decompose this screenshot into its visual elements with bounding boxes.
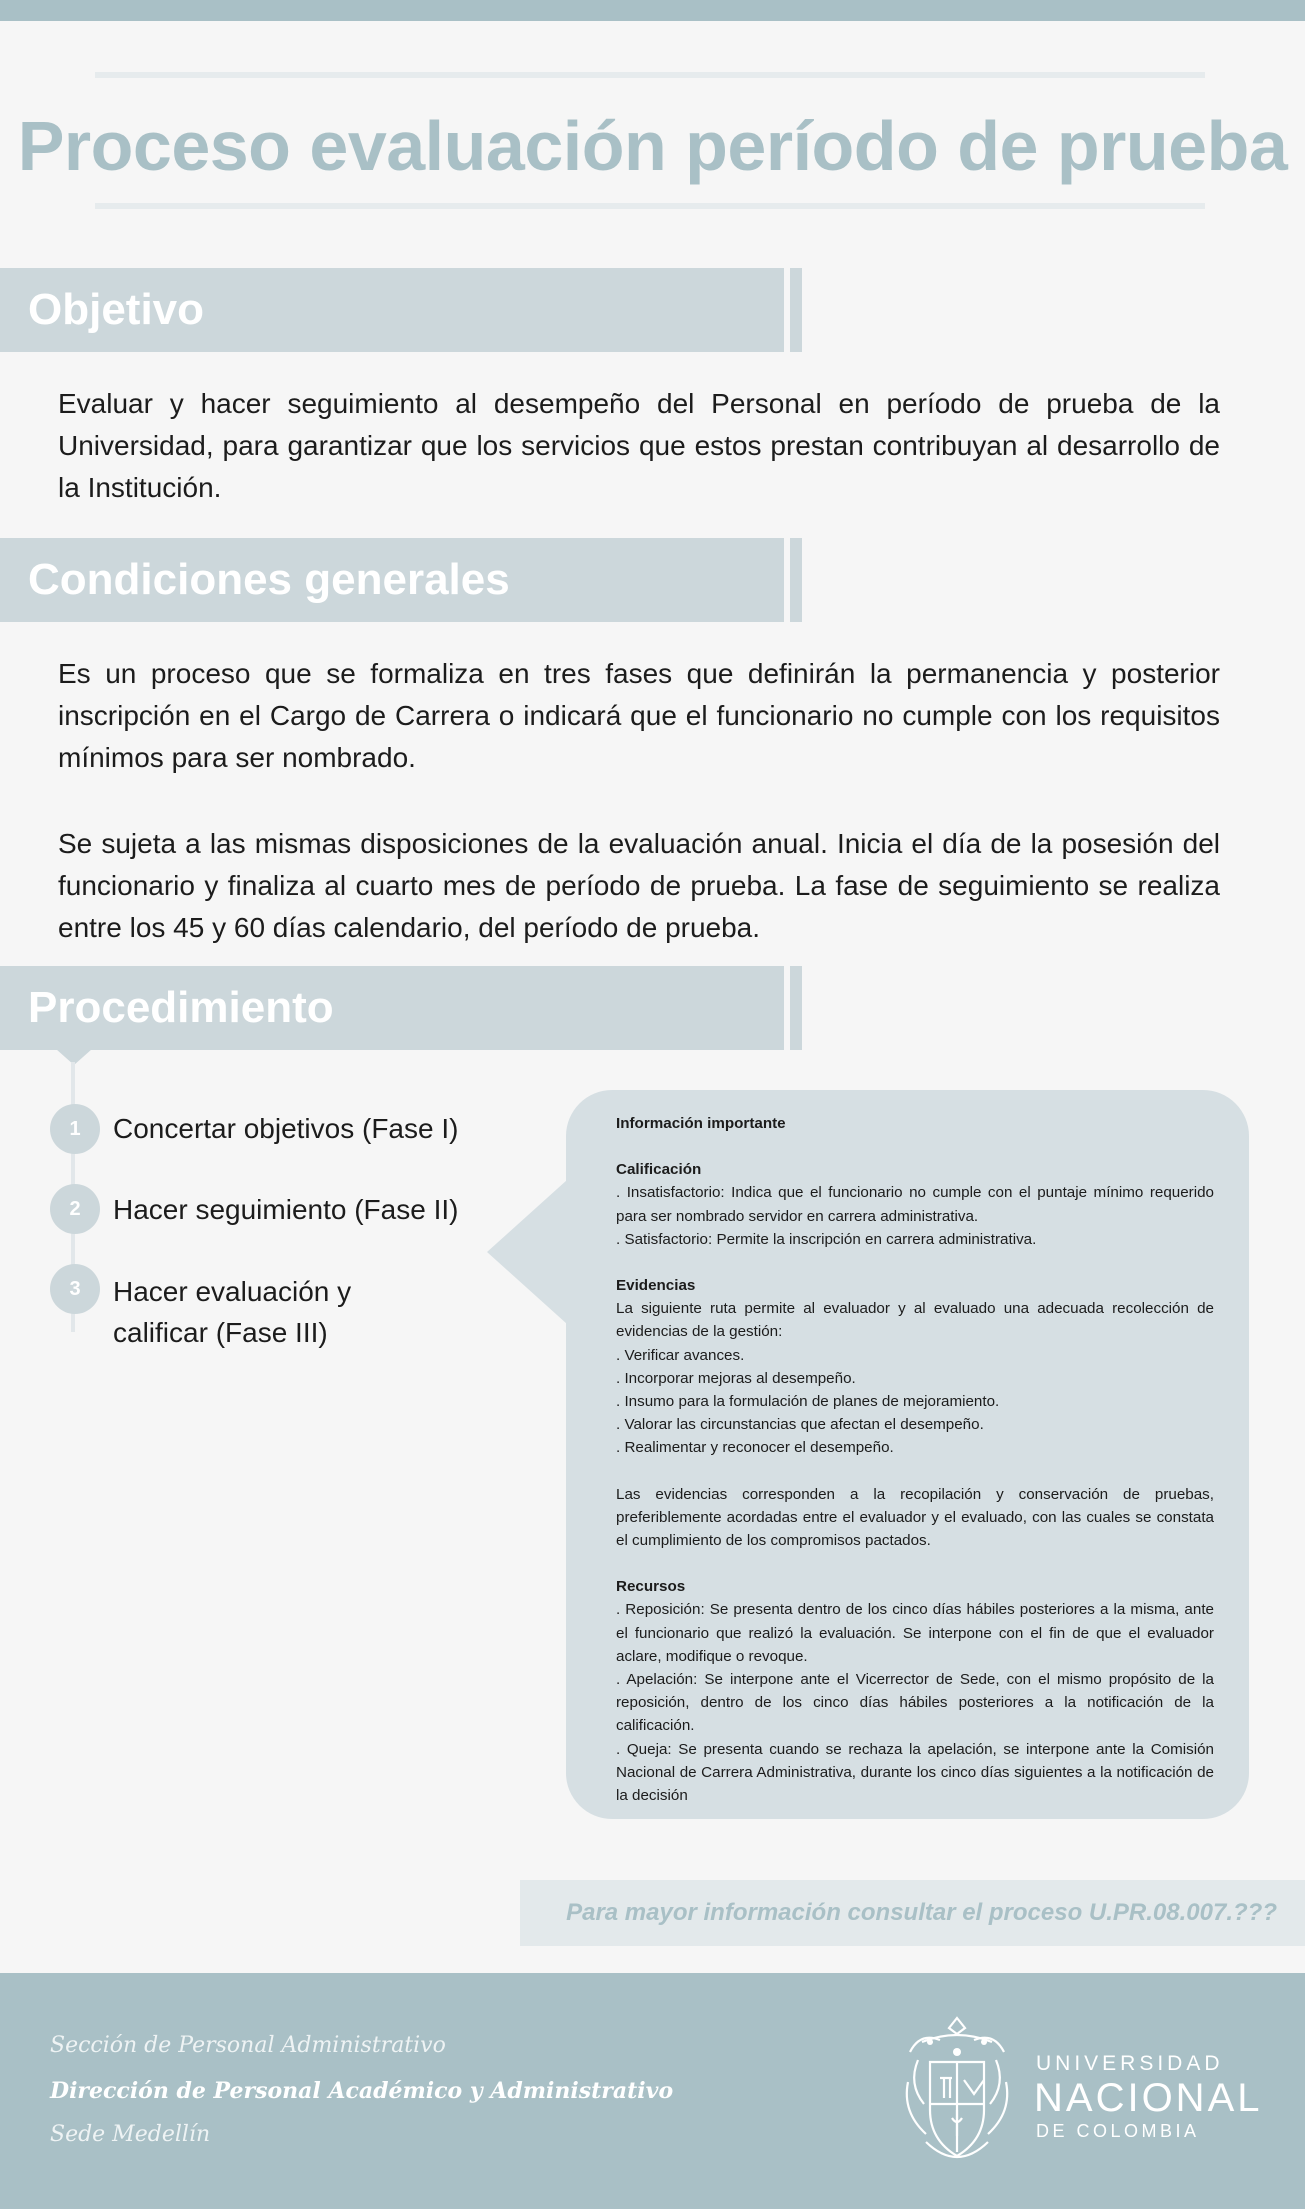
- top-bar: [0, 0, 1305, 21]
- calificacion-item: . Satisfactorio: Permite la inscripción en carrera administrativa.: [616, 1230, 1037, 1248]
- recursos-item: . Apelación: Se interpone ante el Vicerrector de Sede, con el mismo propósito de la reposición, dentro de los cinco días hábiles posteriores a la notificación de la calificación.: [616, 1671, 1214, 1735]
- evidencias-item: . Valorar las circunstancias que afectan el desempeño.: [616, 1416, 984, 1434]
- evidencias-item: . Insumo para la formulación de planes de mejoramiento.: [616, 1393, 1000, 1411]
- info-title: Información importante: [616, 1115, 786, 1132]
- recursos-heading: Recursos: [616, 1578, 686, 1596]
- condiciones-paragraph-1: Es un proceso que se formaliza en tres fases que definirán la permanencia y posterior inscripción en el Cargo de Carrera o indicará que el funcionario no cumple con los requisitos mínimos para ser nombrado.: [58, 658, 1220, 773]
- section-bar-stripe: [790, 966, 802, 1050]
- university-name-line-2: NACIONAL: [1034, 2076, 1263, 2120]
- section-bar-stripe: [790, 538, 802, 622]
- evidencias-item: . Verificar avances.: [616, 1346, 745, 1364]
- section-heading-condiciones: Condiciones generales: [28, 555, 510, 604]
- university-name-line-3: DE COLOMBIA: [1036, 2121, 1200, 2141]
- recursos-item: . Queja: Se presenta cuando se rechaza la apelación, se interpone ante la Comisión Nacional de Carrera Administrativa, durante los cinco días siguientes a la notificación de la decisión: [616, 1740, 1214, 1805]
- info-callout: [566, 1090, 1249, 1819]
- step-label-3-line-2: calificar (Fase III): [113, 1317, 328, 1348]
- evidencias-intro: La siguiente ruta permite al evaluador y al evaluado una adecuada recolección de evidencias de la gestión:: [616, 1300, 1214, 1341]
- step-label-2: Hacer seguimiento (Fase II): [113, 1194, 459, 1225]
- step-label-3: [113, 1271, 351, 1353]
- footer-section-name: Sección de Personal Administrativo: [50, 2033, 446, 2058]
- condiciones-paragraph-2: Se sujeta a las mismas disposiciones de la evaluación anual. Inicia el día de la posesión del funcionario y finaliza al cuarto mes de período de prueba. La fase de seguimiento se realiza entre los 45 y 60 días calendario, del período de prueba.: [58, 828, 1220, 943]
- evidencias-item: . Realimentar y reconocer el desempeño.: [616, 1439, 894, 1457]
- section-heading-procedimiento: Procedimiento: [28, 983, 334, 1032]
- section-heading-objetivo: Objetivo: [28, 285, 205, 334]
- step-number-2: 2: [50, 1184, 100, 1234]
- page-title: Proceso evaluación período de prueba: [17, 107, 1288, 185]
- more-info-text: Para mayor información consultar el proceso U.PR.08.007.???: [566, 1899, 1277, 1926]
- university-seal-icon: [900, 2012, 1014, 2170]
- calificacion-item: . Insatisfactorio: Indica que el funcionario no cumple con el puntaje mínimo requerido para ser nombrado servidor en carrera administrativa.: [616, 1184, 1214, 1225]
- evidencias-item: . Incorporar mejoras al desempeño.: [616, 1369, 856, 1387]
- university-name-line-1: UNIVERSIDAD: [1036, 2052, 1224, 2075]
- evidencias-closing: Las evidencias corresponden a la recopilación y conservación de pruebas, preferiblemente acordadas entre el evaluador y el evaluado, con las cuales se constata el cumplimiento de los compromisos pactados.: [616, 1485, 1214, 1550]
- callout-pointer: [487, 1180, 567, 1324]
- evidencias-heading: Evidencias: [616, 1277, 696, 1295]
- calificacion-heading: Calificación: [616, 1161, 702, 1179]
- step-label-3-line-1: Hacer evaluación y: [113, 1276, 352, 1307]
- step-number-3: 3: [50, 1264, 100, 1314]
- step-label-1: Concertar objetivos (Fase I): [113, 1113, 459, 1144]
- footer-sede: Sede Medellín: [50, 2122, 211, 2147]
- section-bar-stripe: [790, 268, 802, 352]
- title-rule-bottom: [95, 203, 1205, 209]
- step-number-1: 1: [50, 1104, 100, 1154]
- objetivo-text: Evaluar y hacer seguimiento al desempeño del Personal en período de prueba de la Universidad, para garantizar que los servicios que estos prestan contribuyan al desarrollo de la Institución.: [58, 388, 1220, 503]
- recursos-item: . Reposición: Se presenta dentro de los cinco días hábiles posteriores a la misma, ante el funcionario que realizó la evaluación. Se interpone con el fin de que el evaluador aclare, modifique o revoque.: [616, 1601, 1214, 1665]
- title-rule-top: [95, 72, 1205, 78]
- footer-direction-name: Dirección de Personal Académico y Administrativo: [50, 2078, 674, 2104]
